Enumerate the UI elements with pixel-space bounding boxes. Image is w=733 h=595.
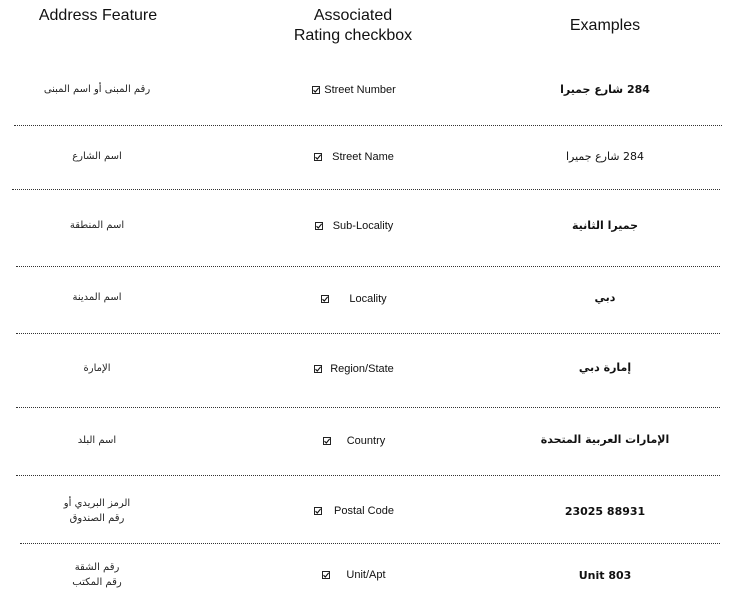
feature-cell-country bbox=[17, 433, 177, 448]
checkbox-checked-icon[interactable] bbox=[321, 295, 329, 303]
feature-text: اسم المنطقة bbox=[69, 220, 125, 231]
checkbox-checked-icon[interactable] bbox=[314, 507, 322, 515]
feature-text: اسم البلد bbox=[77, 435, 117, 446]
rating-label: Region/State bbox=[330, 363, 394, 375]
rating-label: Locality bbox=[349, 293, 387, 305]
example-postal-code bbox=[520, 505, 690, 518]
feature-text-line1: رقم الشقة bbox=[74, 562, 120, 573]
example-text: الإمارات العربية المتحدة bbox=[540, 433, 670, 446]
example-text: دبي bbox=[594, 291, 616, 304]
feature-text: اسم الشارع bbox=[72, 151, 122, 162]
checkbox-checked-icon[interactable] bbox=[323, 437, 331, 445]
feature-text-line2: رقم المكتب bbox=[72, 577, 122, 588]
rating-country[interactable] bbox=[256, 435, 452, 447]
example-region-state bbox=[520, 361, 690, 374]
checkbox-checked-icon[interactable] bbox=[314, 365, 322, 373]
checkbox-checked-icon[interactable] bbox=[322, 571, 330, 579]
row-divider bbox=[12, 189, 720, 190]
feature-cell-unit-apt bbox=[17, 560, 177, 590]
rating-region-state[interactable] bbox=[256, 363, 452, 375]
feature-text: الإمارة bbox=[83, 363, 111, 374]
example-street-number bbox=[520, 83, 690, 96]
example-unit-apt bbox=[520, 569, 690, 582]
rating-sub-locality[interactable] bbox=[256, 220, 452, 232]
feature-cell-locality bbox=[17, 290, 177, 305]
example-locality bbox=[520, 291, 690, 304]
row-divider bbox=[16, 266, 720, 267]
example-country bbox=[500, 433, 710, 446]
rating-checkbox-header bbox=[258, 6, 448, 46]
example-text: جميرا الثانية bbox=[571, 219, 639, 232]
row-divider bbox=[16, 333, 720, 334]
address-feature-header: Address Feature bbox=[38, 7, 158, 24]
examples-header: Examples bbox=[569, 17, 641, 34]
example-text: Unit 803 bbox=[578, 569, 632, 582]
example-text: 284 شارع جميرا bbox=[565, 150, 645, 163]
rating-label: Unit/Apt bbox=[346, 569, 386, 581]
rating-unit-apt[interactable] bbox=[256, 569, 452, 581]
checkbox-checked-icon[interactable] bbox=[314, 153, 322, 161]
rating-header-line2: Rating checkbox bbox=[293, 27, 413, 44]
example-text: 284 شارع جميرا bbox=[560, 83, 650, 96]
example-sub-locality bbox=[520, 219, 690, 232]
checkbox-checked-icon[interactable] bbox=[312, 86, 320, 94]
checkbox-checked-icon[interactable] bbox=[315, 222, 323, 230]
row-divider bbox=[14, 125, 722, 126]
feature-cell-region bbox=[17, 361, 177, 376]
rating-label: Street Name bbox=[332, 151, 394, 163]
rating-street-name[interactable] bbox=[256, 151, 452, 163]
feature-cell-postal-code bbox=[17, 496, 177, 526]
example-text: إمارة دبي bbox=[578, 361, 632, 374]
row-divider bbox=[16, 407, 720, 408]
rating-label: Country bbox=[346, 435, 386, 447]
example-street-name bbox=[520, 150, 690, 163]
rating-locality[interactable] bbox=[256, 293, 452, 305]
feature-cell-sub-locality bbox=[17, 218, 177, 233]
example-text: 23025 88931 bbox=[564, 505, 646, 518]
feature-cell-street-name bbox=[17, 149, 177, 164]
feature-text: اسم المدينة bbox=[72, 292, 122, 303]
rating-label: Street Number bbox=[324, 84, 396, 96]
feature-text-line1: الرمز البريدي أو bbox=[63, 498, 131, 509]
rating-header-line1: Associated bbox=[313, 7, 393, 24]
rating-postal-code[interactable] bbox=[256, 505, 452, 517]
rating-label: Sub-Locality bbox=[332, 220, 394, 232]
feature-cell-street-number bbox=[17, 82, 177, 97]
feature-text: رقم المبنى أو اسم المبنى bbox=[43, 84, 151, 95]
rating-street-number[interactable] bbox=[256, 84, 452, 96]
row-divider bbox=[16, 475, 720, 476]
rating-label: Postal Code bbox=[334, 505, 394, 517]
row-divider bbox=[20, 543, 720, 544]
feature-text-line2: رقم الصندوق bbox=[69, 513, 125, 524]
